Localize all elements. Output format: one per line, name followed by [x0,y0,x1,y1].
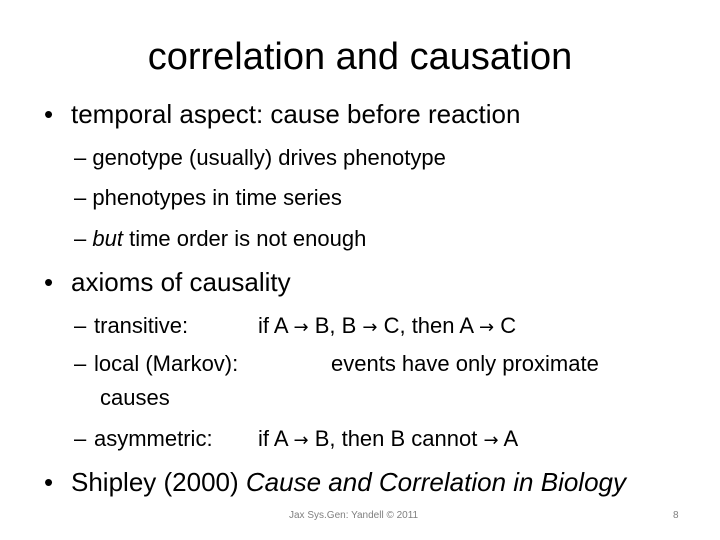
axiom-text-part: C, then A [377,313,479,338]
footer-credit: Jax Sys.Gen: Yandell © 2011 [289,510,419,521]
italic-but: but [92,226,123,251]
axiom-text [258,425,518,455]
axiom-label: asymmetric: [94,426,213,451]
slide-number: 8 [673,510,679,521]
axiom-label: transitive: [94,313,189,338]
sub-bullet-asymmetric [74,425,694,453]
axiom-text-part: if A [258,313,294,338]
bullet-marker: • [44,267,54,297]
sub-bullet-text: genotype (usually) drives phenotype [92,145,446,170]
axiom-text-part: A [498,426,519,451]
right-arrow-icon: → [293,317,309,338]
bullet-text: axioms of causality [71,267,291,297]
sub-bullet-text: time order is not enough [122,226,367,251]
sub-bullet-transitive [74,312,694,340]
book-title: Cause and Correlation in Biology [245,467,627,497]
sub-bullet-local-continuation: causes [100,385,170,410]
axiom-text: events have only proximate [331,351,599,376]
sub-bullet-text: phenotypes in time series [92,185,342,210]
sub-bullet-time-order [74,225,366,253]
dash: – [74,351,87,376]
right-arrow-icon: → [293,430,309,451]
sub-bullet-genotype [74,144,446,172]
bullet-marker: • [44,99,54,129]
dash: – [74,145,87,170]
axiom-text [258,312,516,342]
right-arrow-icon: → [478,317,495,338]
citation-text: Shipley (2000) [71,467,246,497]
axiom-label: local (Markov): [94,351,239,376]
bullet-marker: • [44,467,54,497]
bullet-text [71,466,626,498]
right-arrow-icon: → [483,430,499,451]
right-arrow-icon: → [362,317,378,338]
bullet-text: temporal aspect: cause before reaction [71,99,521,129]
sub-bullet-time-series [74,184,342,212]
dash: – [74,313,87,338]
dash: – [74,185,87,210]
slide-title: correlation and causation [147,36,573,78]
sub-bullet-local [74,350,694,378]
dash: – [74,226,87,251]
axiom-text-part: C [494,313,517,338]
axiom-text-part: B, then B cannot [308,426,484,451]
dash: – [74,426,87,451]
axiom-text-part: B, B [308,313,363,338]
axiom-text-part: if A [258,426,294,451]
